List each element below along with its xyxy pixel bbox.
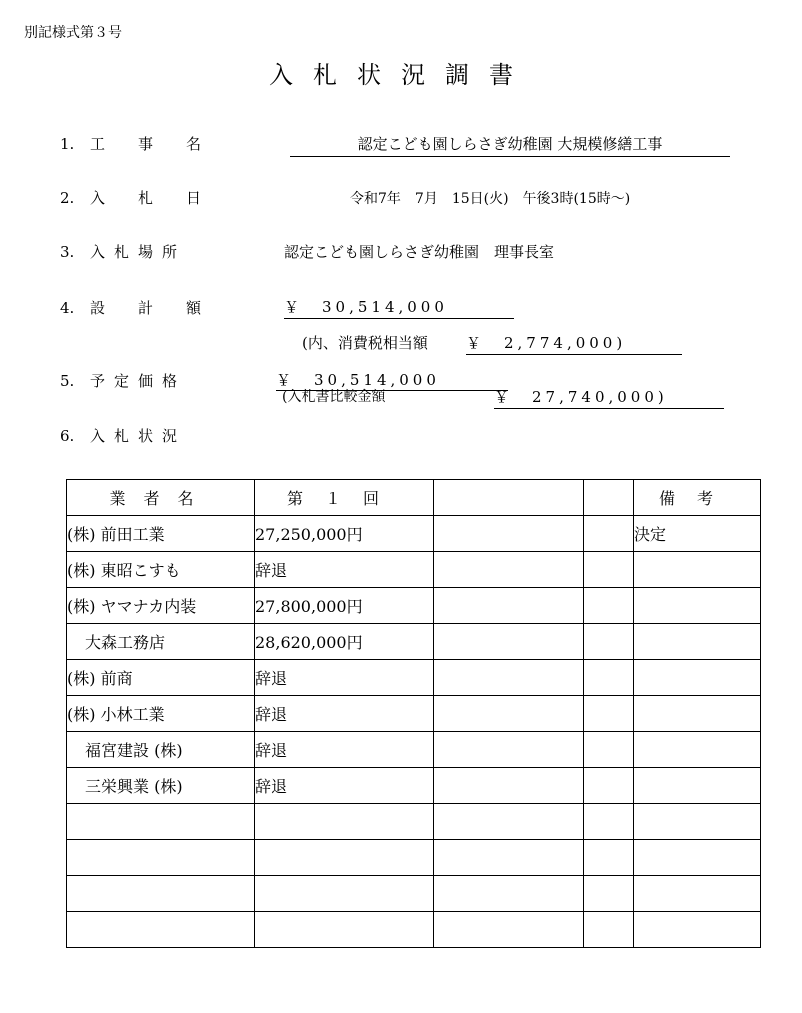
remarks	[634, 876, 761, 912]
round-1-bid	[255, 876, 434, 912]
tax-amount-label: (内、消費税相当額	[302, 334, 428, 352]
comparison-amount-label: (入札書比較金額	[282, 389, 386, 405]
empty-cell	[434, 732, 584, 768]
header-remarks-text: 備考	[658, 489, 735, 508]
header-round-1-text: 第１回	[286, 489, 401, 508]
item-6-label	[60, 425, 186, 446]
remarks	[634, 912, 761, 948]
empty-cell	[434, 804, 584, 840]
empty-cell	[434, 588, 584, 624]
empty-cell	[584, 624, 634, 660]
remarks	[634, 552, 761, 588]
item-1-label	[60, 133, 210, 154]
table-row	[67, 768, 761, 804]
round-1-bid: 27,250,000円	[255, 516, 434, 552]
empty-cell	[434, 660, 584, 696]
table-row	[67, 696, 761, 732]
empty-cell	[584, 516, 634, 552]
empty-cell	[584, 696, 634, 732]
item-3-number: 3.	[60, 243, 75, 261]
header-round-1	[255, 480, 434, 516]
remarks	[634, 588, 761, 624]
header-remarks	[634, 480, 761, 516]
item-6-label-text: 入札状況	[90, 427, 187, 445]
item-5-number: 5.	[60, 372, 75, 390]
company-name: (株) 前田工業	[67, 516, 255, 552]
table-row	[67, 732, 761, 768]
company-name: (株) 東昭こすも	[67, 552, 255, 588]
header-company-text: 業者名	[109, 489, 212, 508]
company-name: (株) ヤマナカ内装	[67, 588, 255, 624]
table-row	[67, 516, 761, 552]
company-name: (株) 前商	[67, 660, 255, 696]
empty-cell	[584, 588, 634, 624]
remarks	[634, 840, 761, 876]
empty-cell	[434, 552, 584, 588]
item-2-number: 2.	[60, 189, 75, 207]
item-1-label-text: 工 事 名	[90, 135, 211, 153]
item-3-label-text: 入札場所	[90, 243, 187, 261]
remarks	[634, 804, 761, 840]
round-1-bid	[255, 840, 434, 876]
item-4-number: 4.	[60, 299, 75, 317]
empty-cell	[584, 804, 634, 840]
table-row	[67, 660, 761, 696]
remarks	[634, 696, 761, 732]
empty-cell	[434, 768, 584, 804]
round-1-bid: 辞退	[255, 660, 434, 696]
header-blank-2	[584, 480, 634, 516]
table-row	[67, 624, 761, 660]
planned-price-value: ￥ 30,514,000	[276, 369, 508, 391]
remarks	[634, 768, 761, 804]
empty-cell	[434, 696, 584, 732]
table-row	[67, 552, 761, 588]
empty-cell	[584, 768, 634, 804]
bid-status-table	[66, 479, 761, 948]
header-company	[67, 480, 255, 516]
bid-date-value: 令和7年 7月 15日(火) 午後3時(15時～)	[350, 191, 631, 207]
round-1-bid: 28,620,000円	[255, 624, 434, 660]
construction-name-value: 認定こども園しらさぎ幼稚園 大規模修繕工事	[290, 133, 730, 157]
page-title: 入札状況調書	[269, 61, 533, 89]
remarks	[634, 624, 761, 660]
item-2-label	[60, 187, 210, 208]
item-1-number: 1.	[60, 135, 75, 153]
company-name: 大森工務店	[67, 624, 255, 660]
tax-amount-value: ￥ 2,774,000)	[466, 332, 682, 355]
table-header-row	[67, 480, 761, 516]
round-1-bid	[255, 804, 434, 840]
item-5-label-text: 予定価格	[90, 372, 187, 390]
item-4-label	[60, 297, 210, 318]
empty-cell	[584, 732, 634, 768]
empty-cell	[434, 516, 584, 552]
empty-cell	[584, 552, 634, 588]
form-number: 別記様式第３号	[24, 25, 122, 41]
round-1-bid: 辞退	[255, 768, 434, 804]
company-name	[67, 840, 255, 876]
empty-cell	[434, 624, 584, 660]
empty-cell	[434, 840, 584, 876]
empty-cell	[584, 660, 634, 696]
round-1-bid: 辞退	[255, 732, 434, 768]
item-3-label	[60, 241, 186, 262]
empty-cell	[434, 876, 584, 912]
company-name: 三栄興業 (株)	[67, 768, 255, 804]
table-row	[67, 912, 761, 948]
table-row	[67, 588, 761, 624]
empty-cell	[434, 912, 584, 948]
empty-cell	[584, 840, 634, 876]
table-row	[67, 840, 761, 876]
company-name: (株) 小林工業	[67, 696, 255, 732]
round-1-bid: 辞退	[255, 552, 434, 588]
company-name	[67, 804, 255, 840]
comparison-amount-value: ￥ 27,740,000)	[494, 386, 724, 409]
table-row	[67, 804, 761, 840]
remarks	[634, 660, 761, 696]
item-4-label-text: 設 計 額	[90, 299, 211, 317]
item-5-label	[60, 370, 186, 391]
table-row	[67, 876, 761, 912]
company-name	[67, 912, 255, 948]
bid-place-value: 認定こども園しらさぎ幼稚園 理事長室	[284, 243, 555, 261]
design-amount-value: ￥ 30,514,000	[284, 296, 514, 319]
item-6-number: 6.	[60, 427, 75, 445]
empty-cell	[584, 912, 634, 948]
remarks: 決定	[634, 516, 761, 552]
round-1-bid	[255, 912, 434, 948]
empty-cell	[584, 876, 634, 912]
company-name	[67, 876, 255, 912]
round-1-bid: 27,800,000円	[255, 588, 434, 624]
round-1-bid: 辞退	[255, 696, 434, 732]
remarks	[634, 732, 761, 768]
item-2-label-text: 入 札 日	[90, 189, 211, 207]
company-name: 福宮建設 (株)	[67, 732, 255, 768]
header-blank-1	[434, 480, 584, 516]
